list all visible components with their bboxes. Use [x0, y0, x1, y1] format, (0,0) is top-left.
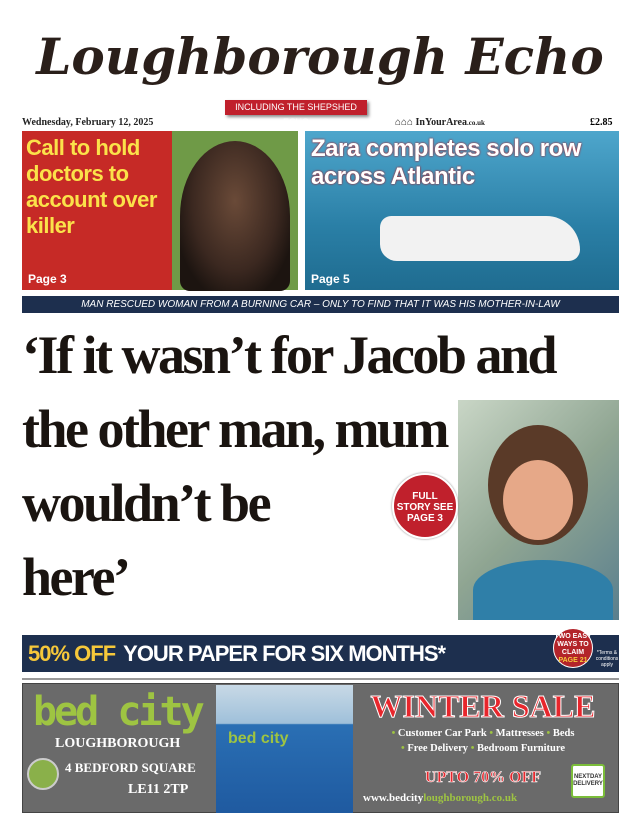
rowing-boat-photo	[380, 216, 580, 261]
teaser-headline: Zara completes solo row across Atlantic	[311, 135, 581, 190]
claim-badge	[553, 628, 593, 668]
teaser-headline: Call to hold doctors to account over killer	[26, 135, 157, 238]
seal-icon	[27, 758, 59, 790]
shop-sign: bed city	[228, 730, 289, 747]
teaser-zara[interactable]	[305, 131, 619, 290]
teaser-page: Page 5	[311, 272, 350, 286]
promo-text: YOUR PAPER FOR SIX MONTHS*	[123, 640, 446, 666]
promo-terms: *Terms & conditions apply	[595, 650, 619, 668]
claim-text: TWO EASY WAYS TO CLAIM	[554, 633, 592, 656]
headline-block	[22, 318, 622, 618]
promo-highlight: 50% OFF	[28, 640, 116, 666]
main-headline: ‘If it wasn’t for Jacob and the other man, mum wouldn’t be here’	[22, 325, 556, 607]
masthead-subtitle: INCLUDING THE SHEPSHED ECHO	[225, 100, 367, 115]
partner-logo	[395, 117, 485, 128]
full-story-badge[interactable]	[392, 473, 458, 539]
bedcity-logo: bed city	[33, 689, 202, 735]
strapline: MAN RESCUED WOMAN FROM A BURNING CAR – ONLY TO FIND THAT IT WAS HIS MOTHER-IN-LAW	[22, 296, 619, 313]
partner-suffix: .co.uk	[467, 119, 485, 127]
promo-banner[interactable]	[22, 635, 619, 672]
nextday-delivery-icon: NEXTDAY DELIVERY	[571, 764, 605, 798]
ad-features-1: • Customer Car Park • Mattresses • Beds	[391, 728, 575, 739]
badge-line: STORY SEE	[396, 502, 454, 513]
ad-offer: UPTO 70% OFF	[424, 769, 542, 786]
ad-url[interactable]: www.bedcityloughborough.co.uk	[363, 792, 518, 804]
teaser-text-panel	[22, 131, 172, 290]
masthead-title: Loughborough Echo	[36, 27, 604, 86]
partner-name: InYourArea	[415, 117, 467, 128]
claim-page: PAGE 21	[558, 657, 588, 664]
ad-features-2: • Free Delivery • Bedroom Furniture	[401, 743, 565, 754]
wrap-spacer	[450, 540, 622, 618]
divider	[22, 678, 619, 680]
issue-date: Wednesday, February 12, 2025	[22, 117, 154, 128]
mugshot-photo	[180, 141, 290, 291]
badge-line: PAGE 3	[407, 513, 443, 524]
teaser-doctors[interactable]	[22, 131, 298, 290]
price: £2.85	[590, 117, 613, 128]
badge-line: FULL	[412, 491, 438, 502]
ad-town: LOUGHBOROUGH	[55, 736, 181, 751]
ad-address: 4 BEDFORD SQUARE	[65, 760, 196, 775]
ad-postcode: LE11 2TP	[128, 782, 189, 797]
shop-photo	[216, 685, 353, 813]
ad-sale-title: WINTER SALE	[370, 688, 596, 724]
house-icon: ⌂⌂⌂	[395, 117, 416, 128]
bedcity-advert[interactable]	[22, 683, 619, 813]
wrap-spacer	[450, 392, 622, 466]
teaser-page: Page 3	[28, 272, 67, 286]
